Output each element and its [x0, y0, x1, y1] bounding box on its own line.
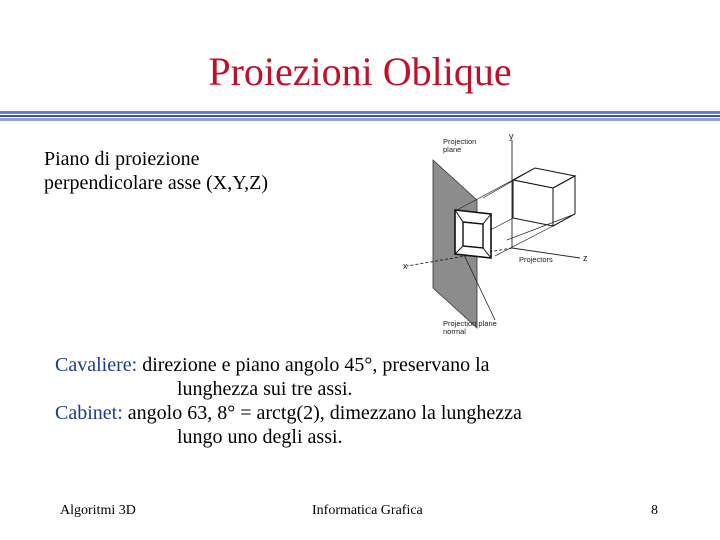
cavaliere-text: direzione e piano angolo 45°, preservano la — [137, 354, 490, 376]
projection-notes — [55, 353, 675, 449]
z-axis-label: z — [583, 253, 588, 263]
oblique-projection-figure — [395, 128, 605, 346]
projection-plane-label: Projection plane — [443, 137, 477, 154]
cabinet-note-continued: lungo uno degli assi. — [177, 426, 343, 448]
plane-normal-label: Projection plane normal — [443, 319, 497, 336]
footer-center: Informatica Grafica — [312, 503, 423, 518]
cube-front-face — [513, 180, 553, 226]
intro-line: Piano di proiezione — [44, 148, 200, 170]
cavaliere-term: Cavaliere: — [55, 354, 138, 376]
cavaliere-note-continued: lunghezza sui tre assi. — [177, 378, 353, 400]
cabinet-term: Cabinet: — [55, 402, 123, 424]
title-divider-line — [0, 111, 720, 114]
footer-left: Algoritmi 3D — [60, 503, 136, 518]
intro-line: perpendicolare asse (X,Y,Z) — [44, 172, 268, 194]
intro-text — [44, 147, 268, 195]
x-axis-label: x — [403, 261, 408, 271]
projector-line — [495, 226, 553, 256]
cabinet-note — [55, 401, 675, 425]
slide-title: Proiezioni Oblique — [208, 49, 512, 94]
title-divider-line — [0, 118, 720, 121]
cavaliere-note — [55, 353, 675, 377]
projectors-label: Projectors — [519, 255, 553, 264]
oblique-projection-diagram — [395, 128, 605, 346]
y-axis-label: y — [509, 131, 514, 141]
cabinet-text: angolo 63, 8° = arctg(2), dimezzano la lunghezza — [122, 402, 522, 424]
page-number: 8 — [651, 503, 658, 518]
title-divider-line — [0, 115, 720, 117]
projected-cube-inner — [463, 222, 483, 248]
